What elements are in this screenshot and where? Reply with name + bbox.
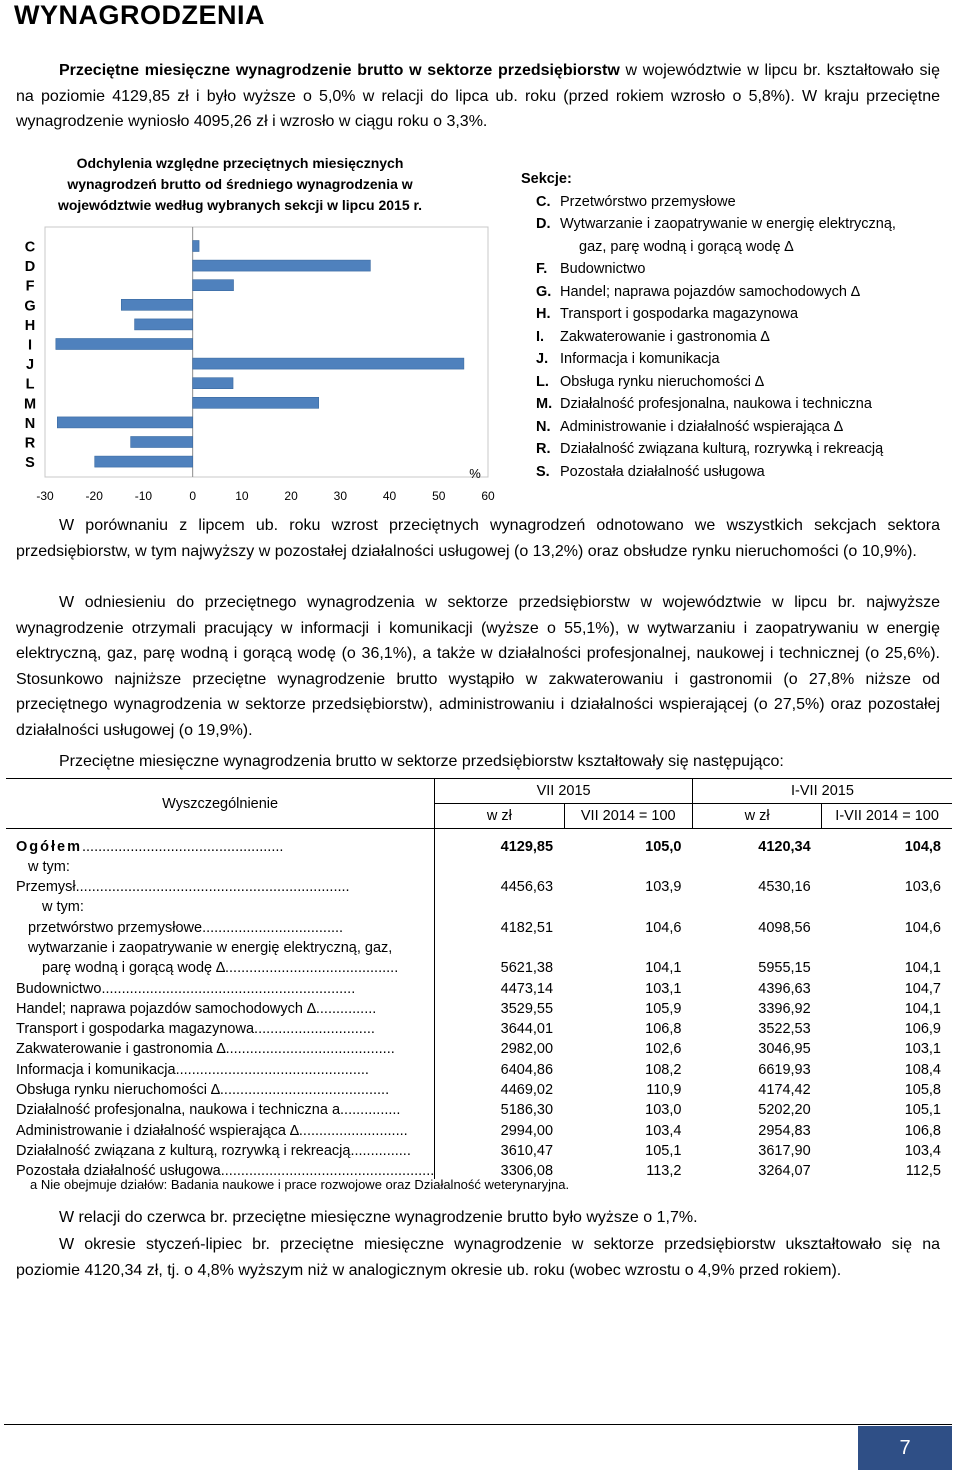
chart-title: Odchylenia względne przeciętnych miesięcznych wynagrodzeń brutto od średniego wynagrodzenia w województwie według wybranych sekcji w lipcu 2015 r. [57,155,423,213]
category-label-S: S [25,455,35,472]
row-label-text: Administrowanie i działalność wspierająca ∆ [16,1122,299,1139]
table-row [6,1037,952,1057]
legend-text: Przetwórstwo przemysłowe [560,193,736,210]
row-value-v3: 3522,53 [758,1021,811,1038]
row-value-v4: 104,1 [904,1000,941,1017]
table-row [6,997,952,1017]
table-row [6,1118,952,1138]
row-leader-dots: ............... [315,1000,377,1017]
legend-item [521,326,896,349]
legend-item [521,371,896,394]
row-value-v3: 4396,63 [758,980,811,997]
row-label-text: w tym: [42,899,84,916]
x-tick-label: 0 [189,489,197,503]
row-value-v3: 5955,15 [758,960,811,977]
row-label [6,956,435,976]
row-label-text: przetwórstwo przemysłowe [28,919,203,936]
relative-paragraph: W odniesieniu do przeciętnego wynagrodzenia w sektorze przedsiębiorstw w województwie w lipcu br. najwyższe wynagrodzenie otrzymali pracujący w informacji i komunikacji (wyższe o 55,1%), w wytwarzaniu i zaopatrywaniu w energię elektryczną, gaz, parę wodną i gorącą wodę (o 36,1%), a także w działalności profesjonalnej, naukowej i technicznej (o 25,6%). Stosunkowo najniższe przeciętne wynagrodzenie brutto wystąpiło w zakwaterowaniu i gastronomii (o 27,8% niższe od przeciętnego wynagrodzenia w sektorze przedsiębiorstw), administrowaniu i działalności wspierającej (o 27,5%) oraz pozostałej działalności usługowej (o 19,9%). [16,594,940,739]
row-value-v3: 3396,92 [758,1000,811,1017]
june-paragraph: W relacji do czerwca br. przeciętne miesięczne wynagrodzenie brutto było wyższe o 1,7%. [59,1209,698,1226]
row-value-v3: 2954,83 [758,1122,811,1139]
legend-item-continuation: gaz, parę wodną i gorącą wodę ∆ [579,238,794,255]
row-label [6,936,435,956]
row-value-v2: 105,9 [645,1000,682,1017]
table-row [6,915,952,935]
bar-N [57,417,192,428]
row-label [6,1078,435,1098]
row-label [6,997,435,1017]
row-label [6,915,435,935]
category-label-J: J [25,357,35,374]
row-value-v4: 103,6 [904,879,941,896]
legend-key: S. [536,463,550,480]
row-label-text: parę wodną i gorącą wodę ∆ [42,960,225,977]
row-label [6,875,435,895]
row-leader-dots: .......................................... [225,1041,395,1058]
row-leader-dots: ............... [340,1102,401,1119]
legend-text: Informacja i komunikacja [560,351,720,367]
category-label-D: D [24,259,36,276]
row-label [6,1017,435,1037]
row-value-v2: 105,1 [645,1142,682,1159]
row-value-v1: 5186,30 [500,1102,554,1119]
legend-key: R. [536,441,551,457]
row-label-text: wytwarzanie i zaopatrywanie w energię elektryczną, gaz, [28,939,393,956]
row-value-v3 [692,855,821,875]
row-value-v2: 106,8 [645,1021,682,1038]
row-value-v3: 3264,07 [758,1163,811,1180]
period-paragraph: W okresie styczeń-lipiec br. przeciętne miesięczne wynagrodzenie w sektorze przedsiębiorstw ukształtowało się na poziomie 4120,34 zł, tj. o 4,8% wyższym niż w analogicznym okresie ub. roku (wobec wzrostu o 4,9% przed rokiem). [16,1236,940,1279]
legend-key: L. [536,373,549,390]
page-title: WYNAGRODZENIA [14,0,265,30]
row-value-v4: 104,8 [904,838,941,855]
x-tick-label: 50 [432,489,446,503]
legend-key: N. [536,418,551,435]
table-row [6,855,952,875]
x-tick-label: 10 [235,489,249,503]
legend-item [521,348,896,371]
row-label-text: Zakwaterowanie i gastronomia ∆ [16,1041,226,1058]
legend-item [521,303,896,326]
table-row [6,936,952,956]
head-label: Wyszczególnienie [6,779,435,829]
row-value-v4: 103,1 [904,1041,941,1058]
row-value-v4: 112,5 [905,1163,941,1180]
legend-key: G. [536,283,552,300]
row-label-text: Informacja i komunikacja [16,1061,176,1078]
row-value-v2: 110,9 [646,1082,682,1099]
row-label-text: Ogółem [16,838,82,855]
row-value-v2 [564,936,692,956]
row-leader-dots: .................................................................... [75,879,350,896]
row-value-v3: 4098,56 [758,919,811,936]
bar-M [193,397,319,408]
row-value-v2: 105,0 [645,838,682,855]
legend-text: Pozostała działalność usługowa [560,463,765,480]
page-number: 7 [858,1426,952,1470]
row-value-v4: 104,7 [904,980,941,997]
table-row [6,895,952,915]
category-label-L: L [25,376,35,393]
table-row [6,1098,952,1118]
row-leader-dots: ........................... [298,1122,408,1139]
row-value-v3: 6619,93 [758,1061,811,1078]
row-value-v3 [692,895,821,915]
bar-H [135,319,193,330]
row-value-v1: 2982,00 [500,1041,554,1058]
legend-item [521,461,896,484]
bar-F [193,280,234,291]
category-label-N: N [24,415,36,432]
intro-rest: w województwie w lipcu br. kształtowało się na poziomie 4129,85 zł i było wyższe o 5,0% w relacji do lipca ub. roku (przed rokiem wzrosło o 5,8%). W kraju przeciętne wynagrodzenie wyniosło 4095,26 zł i wzrosło w ciągu roku o 3,3%. [16,62,941,130]
row-leader-dots: ............................................................... [101,980,356,997]
row-value-v4: 106,8 [904,1122,941,1139]
x-tick-label: 20 [284,489,298,503]
legend-key: C. [536,193,551,210]
bar-J [193,358,464,369]
row-leader-dots: ................................... [202,919,344,936]
row-value-v1 [435,855,564,875]
row-label [6,1057,435,1077]
category-label-G: G [24,298,36,315]
row-label-text: Transport i gospodarka magazynowa [16,1021,255,1038]
category-label-F: F [25,278,35,295]
row-leader-dots: .................................................. [81,838,284,855]
row-label-text: w tym: [28,858,70,875]
table-row [6,1017,952,1037]
row-value-v3: 4530,16 [758,879,811,896]
row-value-v1: 4469,02 [500,1082,554,1099]
legend-item [521,416,896,439]
legend-text: Działalność związana kulturą, rozrywką i rekreacją [560,441,884,457]
x-tick-label: 40 [382,489,397,503]
head-period1: VII 2015 [435,779,693,804]
category-label-R: R [24,435,36,452]
row-label-text: Pozostała działalność usługowa [16,1163,221,1180]
legend-text: Transport i gospodarka magazynowa [560,306,799,322]
row-value-v2: 108,2 [645,1061,682,1078]
row-value-v1: 4129,85 [500,838,554,855]
row-value-v2: 103,1 [645,980,682,997]
row-leader-dots: ................................................ [175,1061,369,1078]
row-value-v1: 3644,01 [500,1021,554,1038]
row-leader-dots: ........................................... [225,960,399,977]
row-label [6,976,435,996]
row-leader-dots: .......................................... [219,1082,390,1099]
row-value-v2: 113,2 [646,1163,682,1180]
row-value-v2: 103,0 [645,1102,682,1119]
legend-item [521,281,896,304]
row-label-text: Działalność profesjonalna, naukowa i techniczna a [16,1102,341,1119]
chart-legend [521,168,896,483]
row-label [6,1037,435,1057]
row-value-v3: 5202,20 [758,1102,811,1119]
legend-item [521,393,896,416]
row-value-v1: 2994,00 [500,1122,554,1139]
x-tick-label: -20 [85,489,103,503]
legend-text: Administrowanie i działalność wspierająca ∆ [560,418,843,435]
row-label [6,895,435,915]
row-value-v4 [822,855,952,875]
row-value-v1 [435,936,564,956]
comparison-paragraph: W porównaniu z lipcem ub. roku wzrost przeciętnych wynagrodzeń odnotowano we wszystkich sekcjach sektora przedsiębiorstw, w tym najwyższy w pozostałej działalności usługowej (o 13,2%) oraz obsłudze rynku nieruchomości (o 10,9%). [16,517,940,560]
row-value-v2: 103,4 [645,1122,682,1139]
row-value-v3: 4174,42 [758,1082,811,1099]
legend-key: J. [536,351,549,367]
bar-D [193,260,371,271]
head-col-idx-2: I-VII 2014 = 100 [835,808,939,824]
x-tick-label: 30 [333,489,348,503]
row-value-v4: 103,4 [904,1142,941,1159]
legend-text: Obsługa rynku nieruchomości ∆ [560,373,764,390]
row-label-text: Handel; naprawa pojazdów samochodowych ∆ [16,1000,316,1017]
row-value-v2: 104,1 [645,960,682,977]
table-row [6,875,952,895]
legend-item [521,258,896,281]
row-value-v3: 3617,90 [758,1142,811,1159]
row-value-v4: 105,8 [904,1082,941,1099]
intro-lead: Przeciętne miesięczne wynagrodzenie brutto w sektorze przedsiębiorstw [59,62,620,79]
row-label-text: Działalność związana z kulturą, rozrywką i rekreacją [16,1142,351,1159]
row-value-v3: 3046,95 [758,1041,811,1058]
x-tick-label: -10 [134,489,153,503]
bar-S [95,456,193,467]
row-value-v4: 104,1 [904,960,941,977]
legend-title: Sekcje: [521,171,572,187]
row-value-v1: 3306,08 [500,1163,554,1180]
row-value-v2 [564,895,692,915]
x-tick-label: -30 [36,489,54,503]
head-period2: I-VII 2015 [692,779,952,804]
row-label-text: Przemysł [16,879,76,896]
legend-item [521,213,896,236]
row-value-v4: 104,6 [904,919,941,936]
wages-table [6,778,952,1179]
row-value-v4 [822,936,952,956]
row-value-v2: 104,6 [645,919,682,936]
legend-key: H. [536,306,551,322]
row-value-v4: 108,4 [904,1061,941,1078]
bar-I [56,339,193,350]
bar-R [131,437,193,448]
row-value-v2: 102,6 [645,1041,682,1058]
intro-paragraph [16,58,940,135]
legend-key: I. [536,328,545,345]
legend-text: Zakwaterowanie i gastronomia ∆ [560,328,770,345]
row-label-text: Obsługa rynku nieruchomości ∆ [16,1082,220,1099]
legend-text: Budownictwo [560,261,646,277]
wages-table-wrapper [6,778,952,1179]
table-intro-paragraph: Przeciętne miesięczne wynagrodzenia brutto w sektorze przedsiębiorstw kształtowały się następująco: [59,753,784,770]
row-label [6,1139,435,1159]
head-col-zl-1: w zł [435,804,564,829]
row-value-v4: 105,1 [904,1102,941,1119]
legend-text: Wytwarzanie i zaopatrywanie w energię elektryczną, [560,216,896,232]
row-value-v2 [564,855,692,875]
legend-item [521,191,896,214]
row-value-v1: 3529,55 [500,1000,554,1017]
legend-key: D. [536,216,551,232]
row-value-v3: 4120,34 [758,838,811,855]
head-col-idx-1: VII 2014 = 100 [564,804,692,829]
legend-text: Działalność profesjonalna, naukowa i techniczna [560,396,872,412]
row-label [6,855,435,875]
row-label-text: Budownictwo [16,980,102,997]
category-label-M: M [23,396,37,413]
row-label [6,1098,435,1118]
legend-text: Handel; naprawa pojazdów samochodowych ∆ [560,283,860,300]
row-value-v1: 4182,51 [500,919,554,936]
bar-L [193,378,233,389]
legend-item [521,438,896,461]
table-row [6,1078,952,1098]
deviation-bar-chart [0,145,510,510]
row-value-v3 [692,936,821,956]
table-footnote: a Nie obejmuje działów: Badania naukowe i prace rozwojowe oraz Działalność weterynaryjna. [30,1177,570,1192]
bar-C [193,241,199,252]
row-leader-dots: .............................. [254,1021,375,1038]
row-value-v1: 4456,63 [500,879,554,896]
row-value-v4: 106,9 [904,1021,941,1038]
footer-divider [4,1424,952,1425]
unit-label: % [469,466,481,481]
row-value-v2: 103,9 [645,879,682,896]
bar-G [121,299,192,310]
table-row [6,829,952,855]
row-value-v1: 3610,47 [500,1142,554,1159]
row-leader-dots: ..................................................... [220,1163,435,1180]
x-tick-label: 60 [481,489,495,503]
row-label [6,1118,435,1138]
table-row [6,956,952,976]
category-label-H: H [24,317,36,334]
table-row [6,1057,952,1077]
row-value-v1: 4473,14 [500,980,554,997]
row-value-v1: 5621,38 [500,960,554,977]
table-row [6,1139,952,1159]
row-value-v4 [822,895,952,915]
legend-key: F. [536,261,548,277]
head-col-zl-2: w zł [692,804,821,829]
row-value-v1 [435,895,564,915]
table-row [6,976,952,996]
row-leader-dots: ............... [350,1142,411,1159]
row-label [6,829,435,855]
row-value-v1: 6404,86 [500,1061,554,1078]
category-label-C: C [24,239,36,256]
category-label-I: I [27,337,33,354]
legend-key: M. [536,396,553,412]
